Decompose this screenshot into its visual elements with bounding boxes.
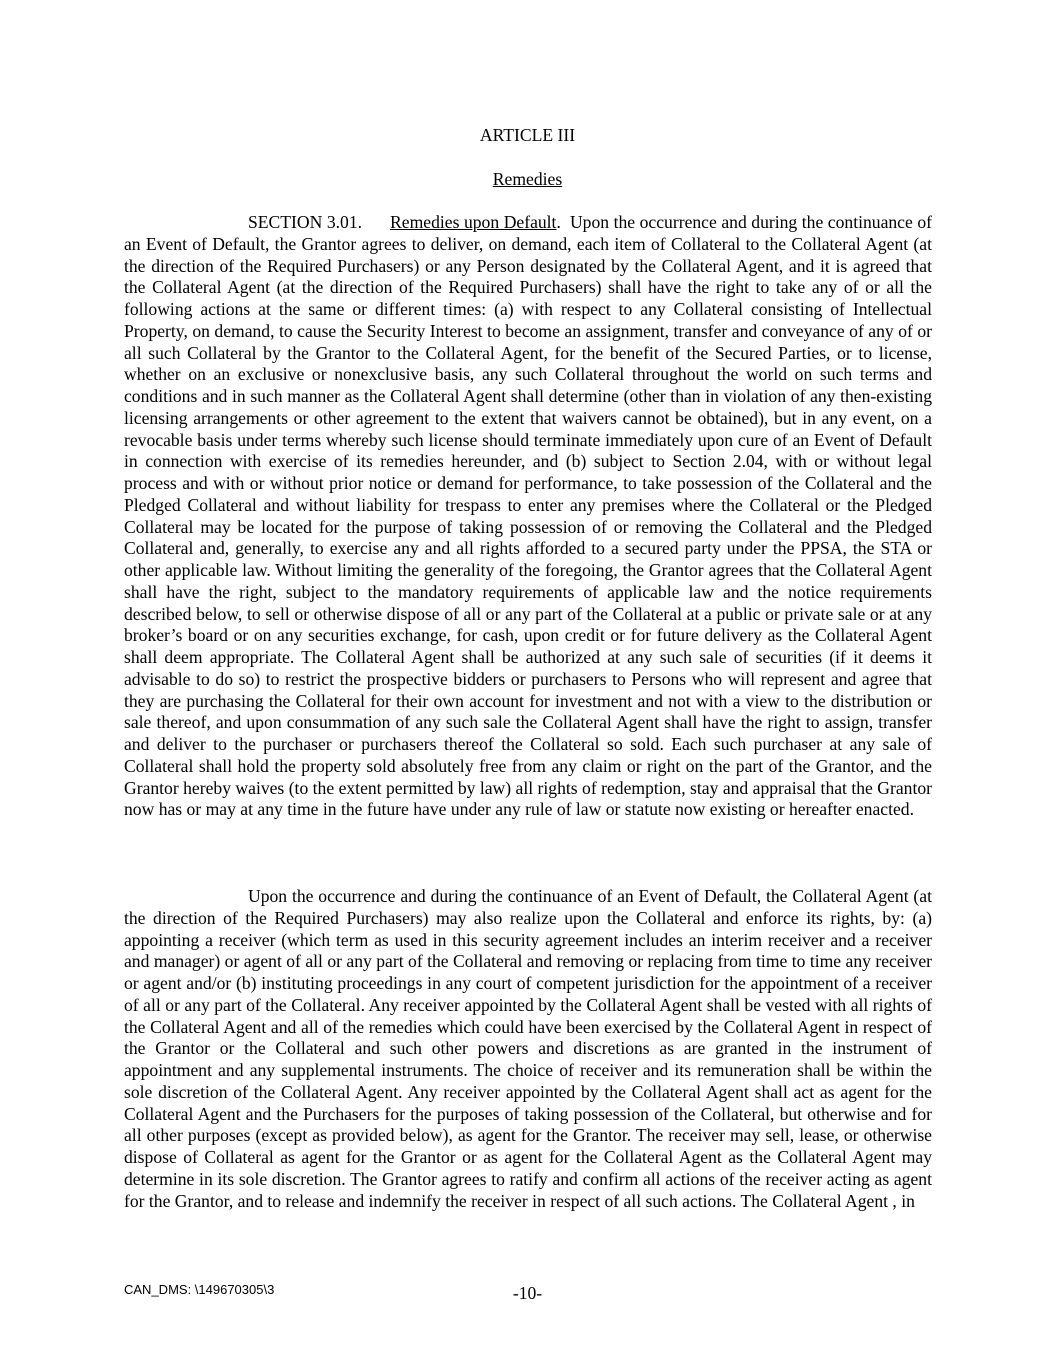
section-paragraph-2: Upon the occurrence and during the continuance of an Event of Default, the Collateral Agent (at the direction of the Required Purchasers) may also realize upon the Collateral and enforce its rights, by: (a) appointing a receiver (which term as used in this security agreement includes an interim receiver and a receiver and manager) or agent of all or any part of the Collateral and removing or replacing from time to time any receiver or agent and/or (b) instituting proceedings in any court of competent jurisdiction for the appointment of a receiver of all or any part of the Collateral. Any receiver appointed by the Collateral Agent shall be vested with all rights of the Collateral Agent and all of the remedies which could have been exercised by the Collateral Agent in respect of the Grantor or the Collateral and such other powers and discretions as are granted in the instrument of appointment and any supplemental instruments. The choice of receiver and its remuneration shall be within the sole discretion of the Collateral Agent. Any receiver appointed by the Collateral Agent shall act as agent for the Collateral Agent and the Purchasers for the purposes of taking possession of the Collateral, but otherwise and for all other purposes (except as provided below), as agent for the Grantor. The receiver may sell, lease, or otherwise dispose of Collateral as agent for the Grantor or as agent for the Collateral Agent as the Collateral Agent may determine in its sole discretion. The Grantor agrees to ratify and confirm all actions of the receiver acting as agent for the Grantor, and to release and indemnify the receiver in respect of all such actions. The Collateral Agent , in: [124, 886, 932, 1211]
section-caption-suffix: .: [556, 212, 561, 232]
article-subtitle: Remedies: [492, 169, 563, 189]
article-title: ARTICLE III: [479, 125, 576, 145]
footer-page-number: -10-: [512, 1283, 543, 1303]
paragraph-1-text: Upon the occurrence and during the continuance of an Event of Default, the Grantor agrees to deliver, on demand, each item of Collateral to the Collateral Agent (at the direction of the Required Purchasers) or any Person designated by the Collateral Agent, and it is agreed that the Collateral Agent (at the direction of the Required Purchasers) shall have the right to take any of or all the following actions at the same or different times: (a) with respect to any Collateral consisting of Intellectual Property, on demand, to cause the Security Interest to become an assignment, transfer and conveyance of any of or all such Collateral by the Grantor to the Collateral Agent, for the benefit of the Secured Parties, or to license, whether on an exclusive or nonexclusive basis, any such Collateral throughout the world on such terms and conditions and in such manner as the Collateral Agent shall determine (other than in violation of any then-existing licensing arrangements or other agreement to the extent that waivers cannot be obtained), but in any event, on a revocable basis under terms whereby such license should terminate immediately upon cure of an Event of Default in connection with exercise of its remedies hereunder, and (b) subject to Section 2.04, with or without legal process and with or without prior notice or demand for performance, to take possession of the Collateral and the Pledged Collateral and without liability for trespass to enter any premises where the Collateral or the Pledged Collateral may be located for the purpose of taking possession of or removing the Collateral and the Pledged Collateral and, generally, to exercise any and all rights afforded to a secured party under the PPSA, the STA or other applicable law. Without limiting the generality of the foregoing, the Grantor agrees that the Collateral Agent shall have the right, subject to the mandatory requirements of applicable law and the notice requirements described below, to sell or otherwise dispose of all or any part of the Collateral at a public or private sale or at any broker’s board or on any securities exchange, for cash, upon credit or for future delivery as the Collateral Agent shall deem appropriate. The Collateral Agent shall be authorized at any such sale of securities (if it deems it advisable to do so) to restrict the prospective bidders or purchasers to Persons who will represent and agree that they are purchasing the Collateral for their own account for investment and not with a view to the distribution or sale thereof, and upon consummation of any such sale the Collateral Agent shall have the right to assign, transfer and deliver to the purchaser or purchasers thereof the Collateral so sold. Each such purchaser at any sale of Collateral shall hold the property sold absolutely free from any claim or right on the part of the Grantor, and the Grantor hereby waives (to the extent permitted by law) all rights of redemption, stay and appraisal that the Grantor now has or may at any time in the future have under any rule of law or statute now existing or hereafter enacted.: [124, 212, 933, 820]
footer-document-id: CAN_DMS: \149670305\3: [124, 1282, 275, 1297]
section-caption: Remedies upon Default: [390, 212, 557, 232]
section-paragraph-1: [124, 212, 932, 821]
section-number: SECTION 3.01.: [248, 212, 363, 232]
